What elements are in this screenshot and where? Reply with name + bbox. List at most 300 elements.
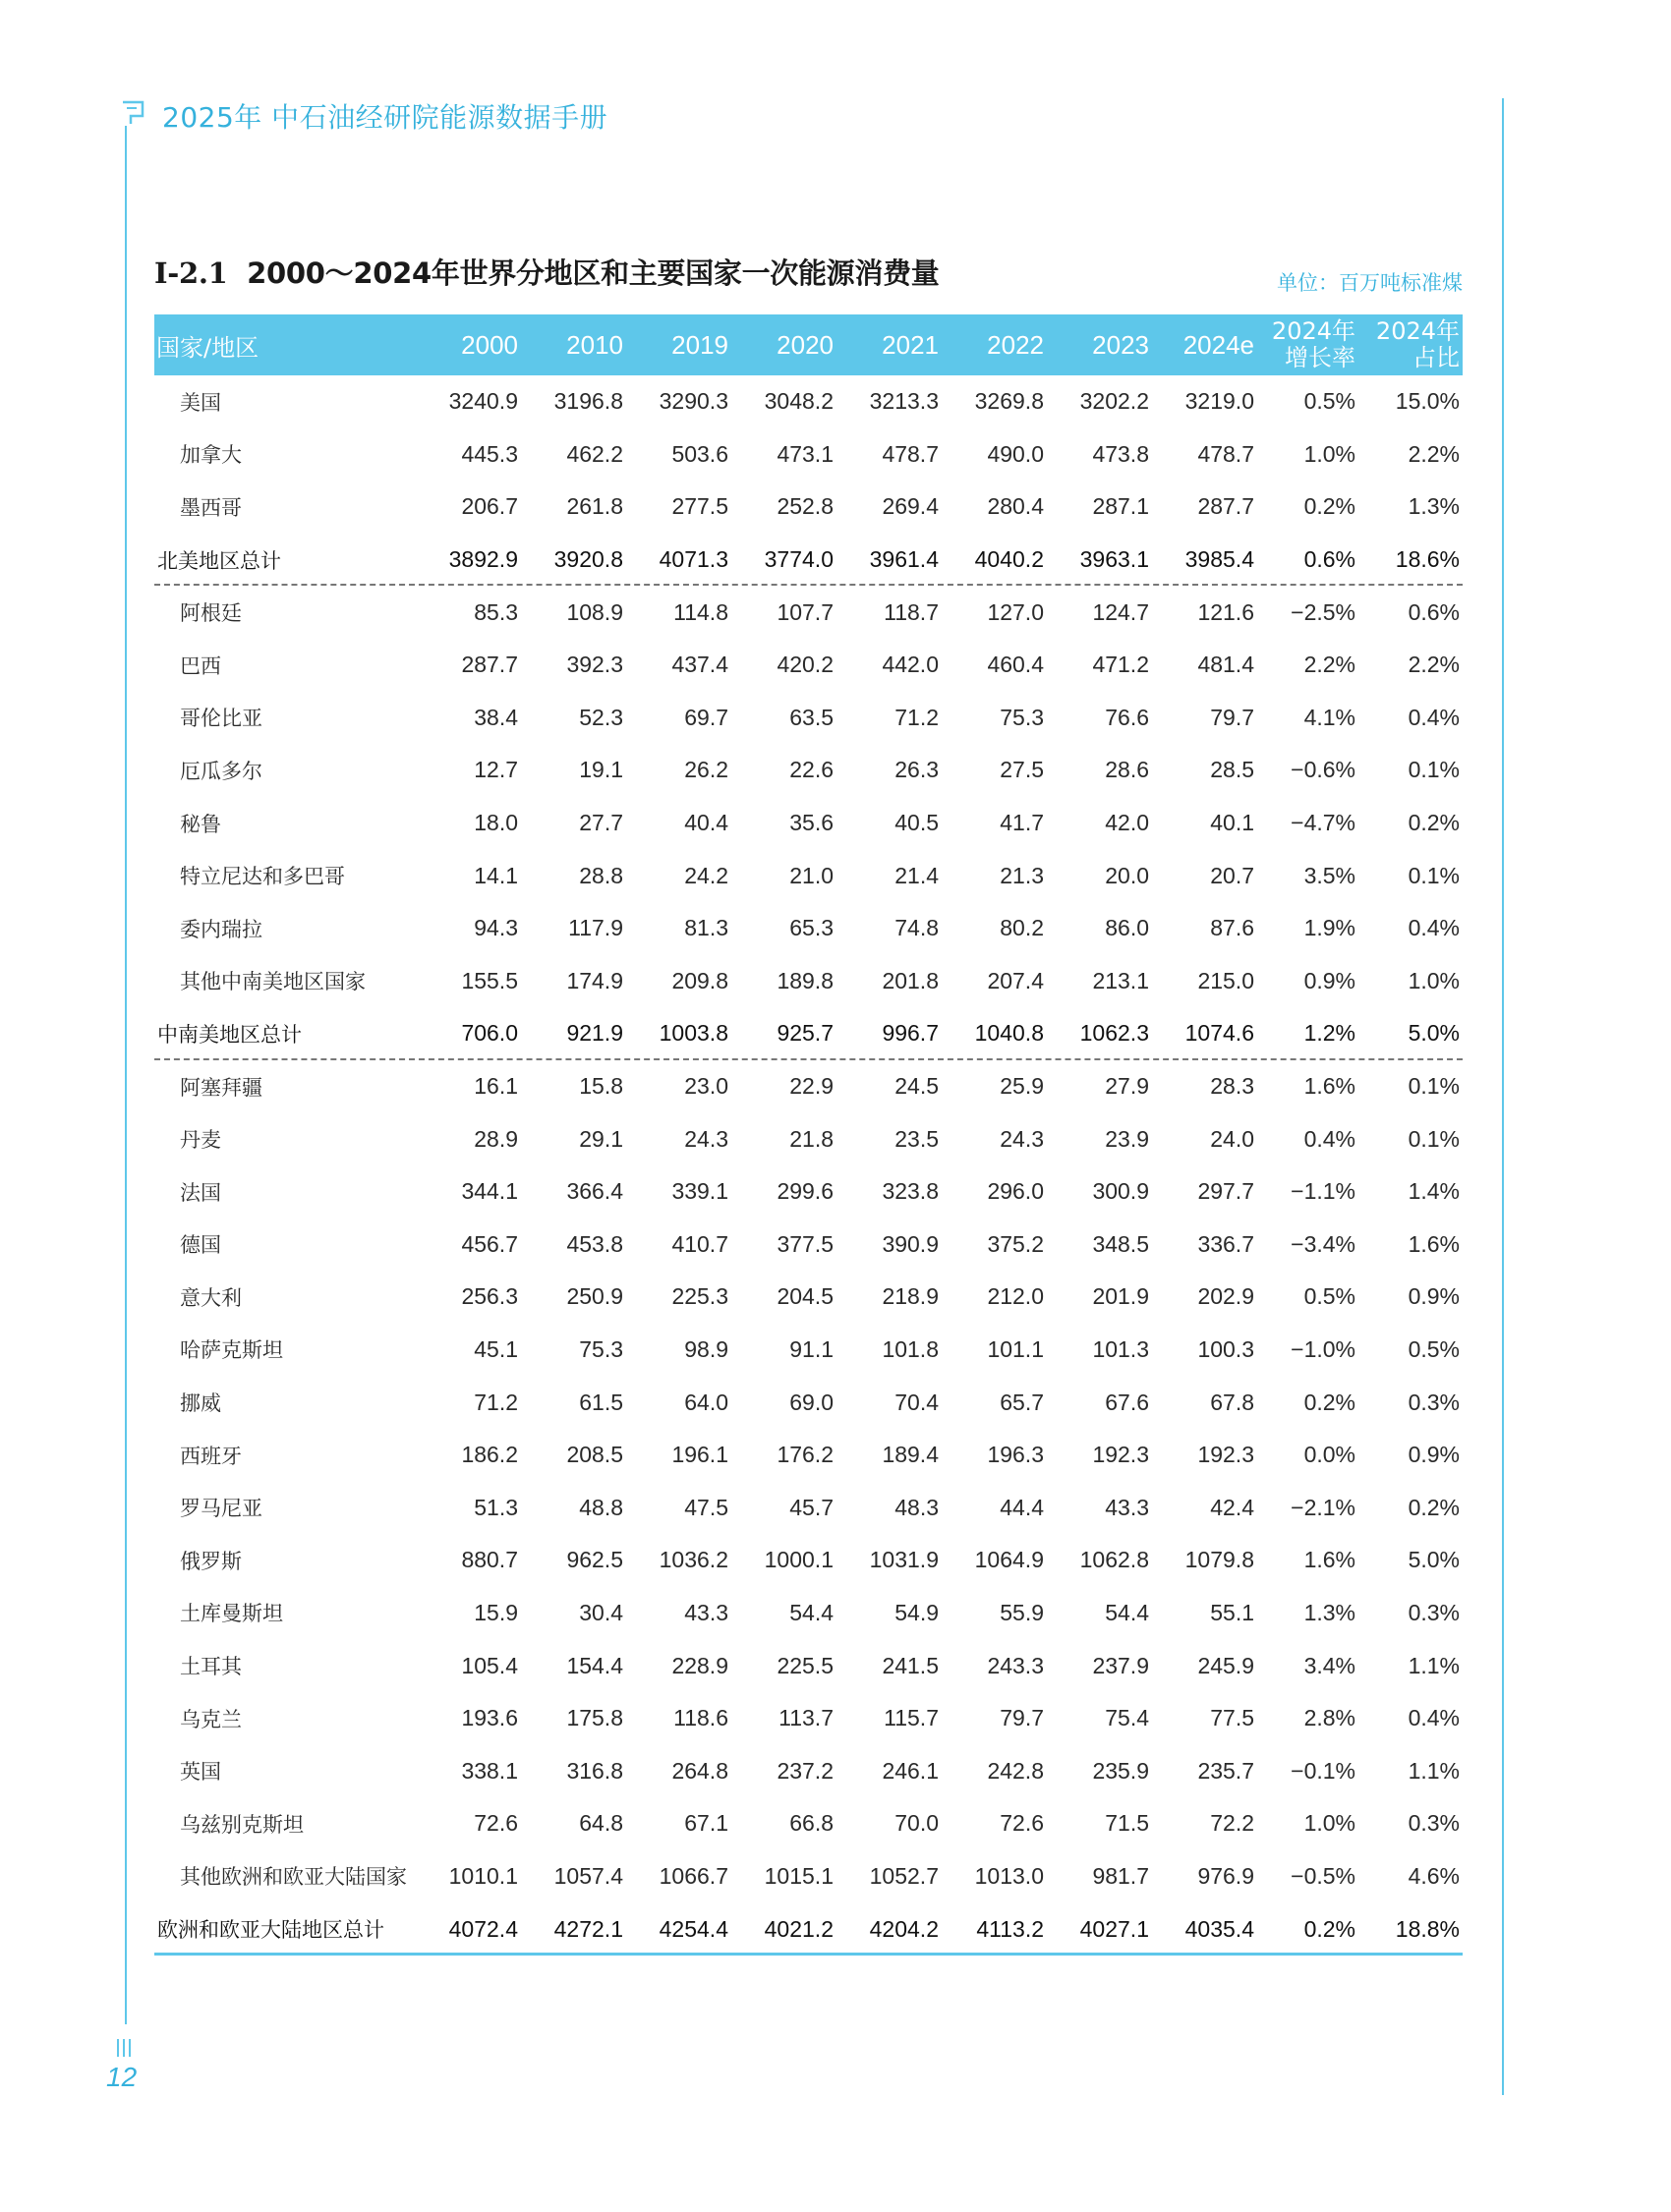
table-row: [154, 797, 1463, 850]
value-cell: 206.7: [461, 493, 518, 520]
value-cell: 72.6: [1000, 1810, 1044, 1837]
value-cell: 202.9: [1197, 1283, 1254, 1310]
value-cell: 28.8: [579, 862, 623, 888]
value-cell: 235.9: [1092, 1757, 1149, 1784]
value-cell: 246.1: [882, 1757, 939, 1784]
row-label: 阿塞拜疆: [180, 1075, 262, 1100]
value-cell: 21.3: [1000, 862, 1044, 888]
row-label: 英国: [180, 1760, 221, 1785]
value-cell: 20.7: [1210, 862, 1254, 888]
value-cell: 235.7: [1197, 1757, 1254, 1784]
column-header-share-line2: 占比: [1412, 344, 1460, 371]
column-header-year: 2023: [1092, 329, 1149, 360]
value-cell: 61.5: [579, 1389, 623, 1415]
value-cell: 24.0: [1210, 1125, 1254, 1152]
value-cell: 4204.2: [869, 1915, 939, 1942]
value-cell: 186.2: [461, 1442, 518, 1468]
growth-cell: 2.2%: [1303, 652, 1355, 678]
value-cell: 114.8: [673, 598, 728, 625]
value-cell: 98.9: [684, 1335, 728, 1362]
value-cell: 287.7: [1197, 493, 1254, 520]
value-cell: 15.9: [474, 1599, 518, 1625]
value-cell: 38.4: [474, 704, 518, 730]
value-cell: 1013.0: [974, 1862, 1044, 1889]
page-number: 12: [106, 2062, 138, 2092]
column-header-year: 2022: [987, 329, 1044, 360]
value-cell: 1052.7: [869, 1862, 939, 1889]
table-row: [154, 1587, 1463, 1640]
value-cell: 52.3: [579, 704, 623, 730]
growth-cell: −3.4%: [1291, 1230, 1355, 1257]
value-cell: 87.6: [1210, 915, 1254, 941]
value-cell: 981.7: [1092, 1862, 1149, 1889]
value-cell: 478.7: [882, 440, 939, 467]
share-cell: 0.1%: [1408, 862, 1460, 888]
column-header-share: [1361, 314, 1460, 375]
value-cell: 1062.3: [1079, 1020, 1149, 1047]
value-cell: 3048.2: [764, 388, 834, 415]
growth-cell: 0.4%: [1303, 1125, 1355, 1152]
growth-cell: −0.1%: [1291, 1757, 1355, 1784]
value-cell: 71.2: [894, 704, 939, 730]
left-border-line: [125, 126, 127, 2024]
value-cell: 24.3: [684, 1125, 728, 1152]
table-row: [154, 639, 1463, 692]
row-label: 土耳其: [180, 1655, 242, 1679]
row-label: 俄罗斯: [180, 1549, 242, 1573]
value-cell: 209.8: [671, 967, 728, 993]
row-label: 哈萨克斯坦: [180, 1338, 283, 1363]
column-header-year: 2024e: [1182, 329, 1254, 360]
value-cell: 15.8: [579, 1073, 623, 1100]
table-row: [154, 1376, 1463, 1429]
value-cell: 3213.3: [869, 388, 939, 415]
value-cell: 4040.2: [974, 546, 1044, 573]
share-cell: 0.2%: [1408, 810, 1460, 836]
value-cell: 22.9: [789, 1073, 834, 1100]
value-cell: 4071.3: [659, 546, 728, 573]
value-cell: 225.3: [671, 1283, 728, 1310]
value-cell: 35.6: [789, 810, 834, 836]
row-label: 挪威: [180, 1391, 221, 1416]
value-cell: 215.0: [1197, 967, 1254, 993]
value-cell: 207.4: [987, 967, 1044, 993]
value-cell: 118.7: [884, 598, 939, 625]
share-cell: 4.6%: [1408, 1862, 1460, 1889]
value-cell: 462.2: [566, 440, 623, 467]
column-header-year: 2019: [671, 329, 728, 360]
value-cell: 21.4: [894, 862, 939, 888]
row-label: 加拿大: [180, 443, 242, 468]
value-cell: 442.0: [882, 652, 939, 678]
value-cell: 336.7: [1197, 1230, 1254, 1257]
column-header-region: 国家/地区: [156, 333, 259, 362]
value-cell: 79.7: [1000, 1705, 1044, 1731]
value-cell: 256.3: [461, 1283, 518, 1310]
value-cell: 24.2: [684, 862, 728, 888]
value-cell: 213.1: [1092, 967, 1149, 993]
value-cell: 3892.9: [448, 546, 518, 573]
value-cell: 69.0: [789, 1389, 834, 1415]
value-cell: 44.4: [1000, 1494, 1044, 1520]
value-cell: 3219.0: [1184, 388, 1254, 415]
value-cell: 1036.2: [659, 1547, 728, 1573]
value-cell: 228.9: [671, 1652, 728, 1678]
growth-cell: −2.5%: [1291, 598, 1355, 625]
column-header-year: 2020: [777, 329, 834, 360]
table-row: [154, 1219, 1463, 1272]
growth-cell: 3.4%: [1303, 1652, 1355, 1678]
row-label: 其他欧洲和欧亚大陆国家: [180, 1865, 407, 1890]
column-header-growth: [1257, 314, 1355, 375]
value-cell: 1057.4: [553, 1862, 623, 1889]
growth-cell: −4.7%: [1291, 810, 1355, 836]
table-row: [154, 1271, 1463, 1324]
growth-cell: 1.6%: [1303, 1073, 1355, 1100]
table-title: [154, 252, 939, 292]
value-cell: 79.7: [1210, 704, 1254, 730]
table-row: [154, 1429, 1463, 1482]
growth-cell: 1.0%: [1303, 1810, 1355, 1837]
row-label: 特立尼达和多巴哥: [180, 865, 345, 889]
value-cell: 243.3: [987, 1652, 1044, 1678]
value-cell: 201.9: [1092, 1283, 1149, 1310]
row-label: 意大利: [180, 1285, 242, 1310]
growth-cell: 4.1%: [1303, 704, 1355, 730]
value-cell: 299.6: [777, 1178, 834, 1205]
growth-cell: −0.5%: [1291, 1862, 1355, 1889]
value-cell: 75.4: [1105, 1705, 1149, 1731]
share-cell: 1.1%: [1408, 1652, 1460, 1678]
value-cell: 921.9: [566, 1020, 623, 1047]
value-cell: 323.8: [882, 1178, 939, 1205]
value-cell: 67.6: [1105, 1389, 1149, 1415]
value-cell: 107.7: [777, 598, 834, 625]
value-cell: 23.5: [894, 1125, 939, 1152]
value-cell: 481.4: [1197, 652, 1254, 678]
value-cell: 24.5: [894, 1073, 939, 1100]
row-label: 中南美地区总计: [157, 1022, 302, 1047]
value-cell: 237.9: [1092, 1652, 1149, 1678]
value-cell: 245.9: [1197, 1652, 1254, 1678]
value-cell: 4113.2: [976, 1915, 1044, 1942]
unit-label: 单位：百万吨标准煤: [1277, 271, 1463, 295]
value-cell: 453.8: [566, 1230, 623, 1257]
growth-cell: 1.0%: [1303, 440, 1355, 467]
value-cell: 338.1: [461, 1757, 518, 1784]
value-cell: 100.3: [1197, 1335, 1254, 1362]
share-cell: 5.0%: [1408, 1547, 1460, 1573]
table-row: [154, 744, 1463, 797]
energy-consumption-table: [154, 314, 1463, 1956]
value-cell: 19.1: [579, 757, 623, 783]
value-cell: 225.5: [777, 1652, 834, 1678]
value-cell: 242.8: [987, 1757, 1044, 1784]
table-row: [154, 849, 1463, 902]
value-cell: 43.3: [684, 1599, 728, 1625]
value-cell: 208.5: [566, 1442, 623, 1468]
value-cell: 24.3: [1000, 1125, 1044, 1152]
value-cell: 54.4: [1105, 1599, 1149, 1625]
value-cell: 154.4: [566, 1652, 623, 1678]
value-cell: 250.9: [566, 1283, 623, 1310]
row-label: 其他中南美地区国家: [180, 970, 366, 994]
value-cell: 67.1: [684, 1810, 728, 1837]
value-cell: 1062.8: [1079, 1547, 1149, 1573]
value-cell: 316.8: [566, 1757, 623, 1784]
value-cell: 490.0: [987, 440, 1044, 467]
value-cell: 26.2: [684, 757, 728, 783]
value-cell: 23.0: [684, 1073, 728, 1100]
page-tick-marks-icon: [117, 2039, 137, 2057]
value-cell: 252.8: [777, 493, 834, 520]
row-label: 巴西: [180, 653, 221, 678]
value-cell: 22.6: [789, 757, 834, 783]
value-cell: 175.8: [566, 1705, 623, 1731]
row-label: 丹麦: [180, 1128, 221, 1153]
growth-cell: 1.2%: [1303, 1020, 1355, 1047]
value-cell: 300.9: [1092, 1178, 1149, 1205]
value-cell: 25.9: [1000, 1073, 1044, 1100]
value-cell: 277.5: [671, 493, 728, 520]
value-cell: 28.3: [1210, 1073, 1254, 1100]
value-cell: 23.9: [1105, 1125, 1149, 1152]
handbook-title: 2025年 中石油经研院能源数据手册: [162, 101, 608, 134]
value-cell: 80.2: [1000, 915, 1044, 941]
value-cell: 77.5: [1210, 1705, 1254, 1731]
value-cell: 456.7: [461, 1230, 518, 1257]
value-cell: 4272.1: [553, 1915, 623, 1942]
share-cell: 0.9%: [1408, 1442, 1460, 1468]
value-cell: 460.4: [987, 652, 1044, 678]
value-cell: 4254.4: [659, 1915, 728, 1942]
table-row: [154, 1060, 1463, 1113]
value-cell: 478.7: [1197, 440, 1254, 467]
table-header-row: [154, 314, 1463, 375]
share-cell: 15.0%: [1395, 388, 1460, 415]
value-cell: 51.3: [474, 1494, 518, 1520]
growth-cell: 0.2%: [1303, 493, 1355, 520]
share-cell: 1.6%: [1408, 1230, 1460, 1257]
share-cell: 5.0%: [1408, 1020, 1460, 1047]
value-cell: 410.7: [671, 1230, 728, 1257]
value-cell: 706.0: [461, 1020, 518, 1047]
value-cell: 54.9: [894, 1599, 939, 1625]
value-cell: 28.5: [1210, 757, 1254, 783]
value-cell: 76.6: [1105, 704, 1149, 730]
share-cell: 2.2%: [1408, 440, 1460, 467]
table-row: [154, 1692, 1463, 1745]
value-cell: 27.7: [579, 810, 623, 836]
value-cell: 390.9: [882, 1230, 939, 1257]
value-cell: 20.0: [1105, 862, 1149, 888]
value-cell: 71.5: [1105, 1810, 1149, 1837]
column-header-share-line1: 2024年: [1375, 317, 1460, 345]
value-cell: 55.1: [1210, 1599, 1254, 1625]
value-cell: 48.8: [579, 1494, 623, 1520]
value-cell: 212.0: [987, 1283, 1044, 1310]
value-cell: 269.4: [882, 493, 939, 520]
value-cell: 3961.4: [869, 546, 939, 573]
share-cell: 0.3%: [1408, 1810, 1460, 1837]
column-header-year: 2000: [461, 329, 518, 360]
value-cell: 366.4: [566, 1178, 623, 1205]
value-cell: 41.7: [1000, 810, 1044, 836]
column-header-year: 2021: [882, 329, 939, 360]
value-cell: 174.9: [566, 967, 623, 993]
value-cell: 471.2: [1092, 652, 1149, 678]
value-cell: 67.8: [1210, 1389, 1254, 1415]
value-cell: 155.5: [461, 967, 518, 993]
value-cell: 3920.8: [553, 546, 623, 573]
value-cell: 189.8: [777, 967, 834, 993]
value-cell: 437.4: [671, 652, 728, 678]
value-cell: 54.4: [789, 1599, 834, 1625]
value-cell: 201.8: [882, 967, 939, 993]
share-cell: 0.4%: [1408, 1705, 1460, 1731]
value-cell: 91.1: [789, 1335, 834, 1362]
value-cell: 280.4: [987, 493, 1044, 520]
row-label: 西班牙: [180, 1444, 242, 1468]
share-cell: 2.2%: [1408, 652, 1460, 678]
value-cell: 72.6: [474, 1810, 518, 1837]
value-cell: 27.9: [1105, 1073, 1149, 1100]
value-cell: 287.7: [461, 652, 518, 678]
row-label: 秘鲁: [180, 812, 221, 836]
value-cell: 1031.9: [869, 1547, 939, 1573]
row-label: 北美地区总计: [157, 548, 281, 573]
row-label: 美国: [180, 390, 221, 415]
table-row: [154, 1639, 1463, 1692]
value-cell: 86.0: [1105, 915, 1149, 941]
table-code: I-2.1: [154, 256, 228, 290]
row-label: 法国: [180, 1180, 221, 1205]
table-row: [154, 902, 1463, 955]
value-cell: 996.7: [882, 1020, 939, 1047]
value-cell: 117.9: [568, 915, 623, 941]
growth-cell: 1.6%: [1303, 1547, 1355, 1573]
value-cell: 1066.7: [659, 1862, 728, 1889]
value-cell: 27.5: [1000, 757, 1044, 783]
value-cell: 101.8: [882, 1335, 939, 1362]
share-cell: 0.6%: [1408, 598, 1460, 625]
share-cell: 0.1%: [1408, 1125, 1460, 1152]
value-cell: 287.1: [1092, 493, 1149, 520]
value-cell: 196.1: [671, 1442, 728, 1468]
value-cell: 3963.1: [1079, 546, 1149, 573]
value-cell: 70.0: [894, 1810, 939, 1837]
table-title-text: 2000～2024年世界分地区和主要国家一次能源消费量: [247, 256, 940, 290]
share-cell: 0.5%: [1408, 1335, 1460, 1362]
share-cell: 0.4%: [1408, 704, 1460, 730]
value-cell: 48.3: [894, 1494, 939, 1520]
column-header-growth-line2: 增长率: [1285, 344, 1355, 371]
value-cell: 101.1: [987, 1335, 1044, 1362]
value-cell: 1079.8: [1184, 1547, 1254, 1573]
value-cell: 3290.3: [659, 388, 728, 415]
value-cell: 1040.8: [974, 1020, 1044, 1047]
right-border-line: [1502, 98, 1504, 2095]
value-cell: 113.7: [778, 1705, 834, 1731]
value-cell: 45.1: [474, 1335, 518, 1362]
value-cell: 348.5: [1092, 1230, 1149, 1257]
value-cell: 4027.1: [1079, 1915, 1149, 1942]
share-cell: 0.4%: [1408, 915, 1460, 941]
value-cell: 1074.6: [1184, 1020, 1254, 1047]
value-cell: 3774.0: [764, 546, 834, 573]
value-cell: 127.0: [987, 598, 1044, 625]
value-cell: 1000.1: [764, 1547, 834, 1573]
value-cell: 101.3: [1092, 1335, 1149, 1362]
share-cell: 1.0%: [1408, 967, 1460, 993]
region-total-row: [154, 534, 1463, 587]
value-cell: 1003.8: [659, 1020, 728, 1047]
table-row: [154, 428, 1463, 482]
value-cell: 30.4: [579, 1599, 623, 1625]
growth-cell: 0.2%: [1303, 1915, 1355, 1942]
value-cell: 297.7: [1197, 1178, 1254, 1205]
row-label: 乌兹别克斯坦: [180, 1812, 304, 1837]
share-cell: 18.6%: [1395, 546, 1460, 573]
row-label: 厄瓜多尔: [180, 759, 262, 783]
value-cell: 976.9: [1197, 1862, 1254, 1889]
share-cell: 1.1%: [1408, 1757, 1460, 1784]
growth-cell: 1.3%: [1303, 1599, 1355, 1625]
value-cell: 64.8: [579, 1810, 623, 1837]
table-row: [154, 481, 1463, 534]
table-row: [154, 955, 1463, 1008]
value-cell: 42.0: [1105, 810, 1149, 836]
value-cell: 85.3: [474, 598, 518, 625]
value-cell: 176.2: [777, 1442, 834, 1468]
column-header-year: 2010: [566, 329, 623, 360]
value-cell: 63.5: [789, 704, 834, 730]
growth-cell: 0.6%: [1303, 546, 1355, 573]
share-cell: 0.9%: [1408, 1283, 1460, 1310]
value-cell: 71.2: [474, 1389, 518, 1415]
row-label: 乌克兰: [180, 1707, 242, 1731]
value-cell: 1064.9: [974, 1547, 1044, 1573]
value-cell: 189.4: [882, 1442, 939, 1468]
growth-cell: 1.9%: [1303, 915, 1355, 941]
value-cell: 115.7: [884, 1705, 939, 1731]
row-label: 罗马尼亚: [180, 1497, 262, 1521]
value-cell: 64.0: [684, 1389, 728, 1415]
growth-cell: 0.2%: [1303, 1389, 1355, 1415]
value-cell: 108.9: [566, 598, 623, 625]
table-row: [154, 586, 1463, 639]
value-cell: 94.3: [474, 915, 518, 941]
share-cell: 18.8%: [1395, 1915, 1460, 1942]
value-cell: 45.7: [789, 1494, 834, 1520]
value-cell: 55.9: [1000, 1599, 1044, 1625]
value-cell: 3240.9: [448, 388, 518, 415]
share-cell: 0.1%: [1408, 1073, 1460, 1100]
value-cell: 28.6: [1105, 757, 1149, 783]
table-row: [154, 692, 1463, 745]
region-total-row: [154, 1007, 1463, 1060]
value-cell: 473.1: [777, 440, 834, 467]
value-cell: 503.6: [671, 440, 728, 467]
share-cell: 0.3%: [1408, 1599, 1460, 1625]
value-cell: 193.6: [461, 1705, 518, 1731]
value-cell: 204.5: [777, 1283, 834, 1310]
value-cell: 29.1: [579, 1125, 623, 1152]
share-cell: 0.1%: [1408, 757, 1460, 783]
region-total-row: [154, 1902, 1463, 1956]
value-cell: 21.8: [789, 1125, 834, 1152]
table-row: [154, 1112, 1463, 1165]
